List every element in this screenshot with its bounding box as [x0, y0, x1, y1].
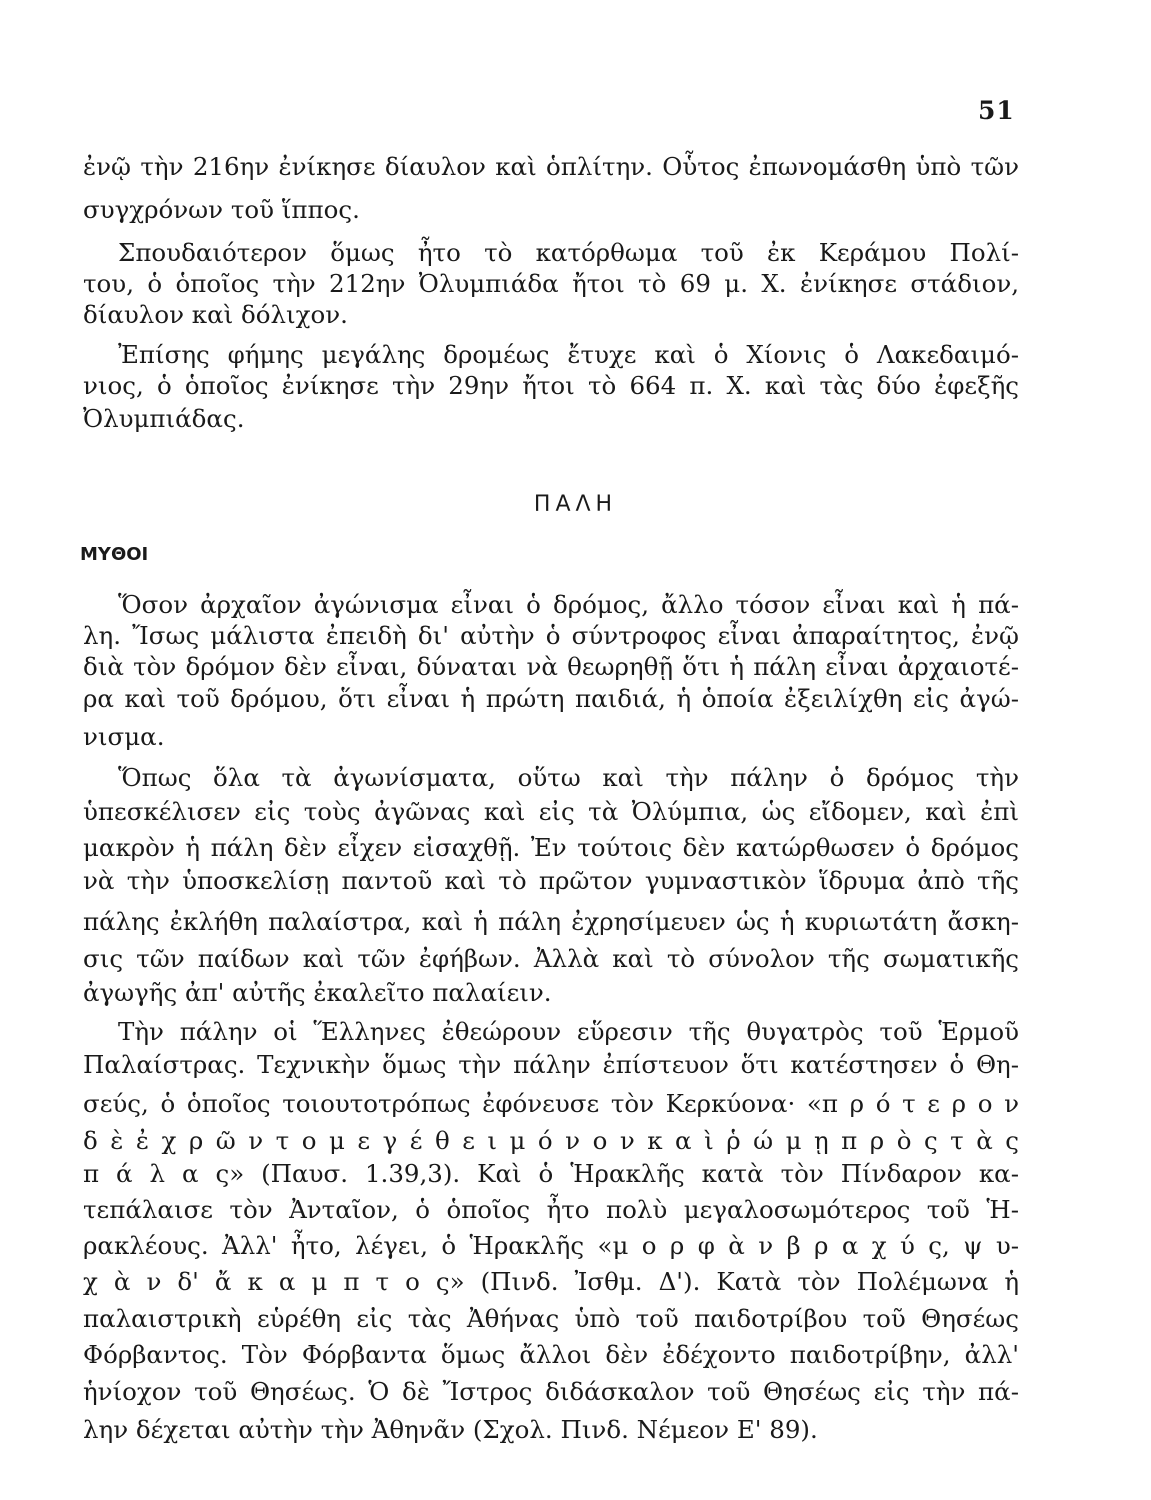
text-line: ἀγωγῆς ἀπ' αὐτῆς ἐκαλεῖτο παλαίειν. — [83, 978, 552, 1007]
section-title: ΠΑΛΗ — [533, 492, 618, 517]
page-number: 51 — [978, 96, 1015, 125]
text-line: νὰ τὴν ὑποσκελίσῃ παντοῦ καὶ τὸ πρῶτον γυμναστικὸν ἵδρυμα ἀπὸ τῆς — [83, 866, 1019, 895]
text-line: μακρὸν ἡ πάλη δὲν εἶχεν εἰσαχθῇ. Ἐν τούτοις δὲν κατώρθωσεν ὁ δρόμος — [83, 833, 1019, 862]
text-line: παλαιστρικὴ εὑρέθη εἰς τὰς Ἀθήνας ὑπὸ τοῦ παιδοτρίβου τοῦ Θησέως — [83, 1304, 1019, 1333]
text-line: ρακλέους. Ἀλλ' ἦτο, λέγει, ὁ Ἡρακλῆς «μ ο ρ φ ὰ ν β ρ α χ ύ ς, ψ υ- — [83, 1231, 1019, 1260]
text-line: Τὴν πάλην οἱ Ἕλληνες ἐθεώρουν εὕρεσιν τῆς θυγατρὸς τοῦ Ἑρμοῦ — [118, 1017, 1019, 1046]
text-line: ὑπεσκέλισεν εἰς τοὺς ἀγῶνας καὶ εἰς τὰ Ὀλύμπια, ὡς εἴδομεν, καὶ ἐπὶ — [83, 797, 1019, 826]
text-line: ρα καὶ τοῦ δρόμου, ὅτι εἶναι ἡ πρώτη παιδιά, ἡ ὁποία ἐξειλίχθη εἰς ἀγώ- — [83, 684, 1019, 713]
text-line: Παλαίστρας. Τεχνικὴν ὅμως τὴν πάλην ἐπίστευον ὅτι κατέστησεν ὁ Θη- — [83, 1050, 1019, 1079]
text-line: Ὀλυμπιάδας. — [83, 404, 245, 433]
text-line: σις τῶν παίδων καὶ τῶν ἐφήβων. Ἀλλὰ καὶ τὸ σύνολον τῆς σωματικῆς — [83, 944, 1019, 973]
text-line: διὰ τὸν δρόμον δὲν εἶναι, δύναται νὰ θεωρηθῇ ὅτι ἡ πάλη εἶναι ἀρχαιοτέ- — [83, 652, 1019, 681]
text-line: λη. Ἴσως μάλιστα ἐπειδὴ δι' αὐτὴν ὁ σύντροφος εἶναι ἀπαραίτητος, ἐνῷ — [83, 621, 1019, 650]
text-line: Ἐπίσης φήμης μεγάλης δρομέως ἔτυχε καὶ ὁ Χίονις ὁ Λακεδαιμό- — [118, 340, 1019, 369]
text-line: νισμα. — [83, 722, 165, 751]
text-line: π ά λ α ς» (Παυσ. 1.39,3). Καὶ ὁ Ἡρακλῆς κατὰ τὸν Πίνδαρον κα- — [83, 1159, 1019, 1188]
text-line: ἡνίοχον τοῦ Θησέως. Ὁ δὲ Ἴστρος διδάσκαλον τοῦ Θησέως εἰς τὴν πά- — [83, 1377, 1019, 1406]
text-line: λην δέχεται αὐτὴν τὴν Ἀθηνᾶν (Σχολ. Πινδ. Νέμεον Ε' 89). — [83, 1415, 818, 1444]
text-line: ἐνῷ τὴν 216ην ἐνίκησε δίαυλον καὶ ὁπλίτην. Οὗτος ἐπωνομάσθη ὑπὸ τῶν — [83, 152, 1019, 181]
text-line: τεπάλαισε τὸν Ἀνταῖον, ὁ ὁποῖος ἦτο πολὺ μεγαλοσωμότερος τοῦ Ἡ- — [83, 1195, 1019, 1224]
text-line: σεύς, ὁ ὁποῖος τοιουτοτρόπως ἐφόνευσε τὸν Κερκύονα· «π ρ ό τ ε ρ ο ν — [83, 1089, 1019, 1118]
text-line: συγχρόνων τοῦ ἵππος. — [83, 195, 360, 224]
text-line: δίαυλον καὶ δόλιχον. — [83, 300, 348, 329]
text-line: πάλης ἐκλήθη παλαίστρα, καὶ ἡ πάλη ἐχρησίμευεν ὡς ἡ κυριωτάτη ἄσκη- — [83, 907, 1019, 936]
text-line: δ ὲ ἐ χ ρ ῶ ν τ ο μ ε γ έ θ ε ι μ ό ν ο ν κ α ὶ ῥ ώ μ ῃ π ρ ὸ ς τ ὰ ς — [83, 1126, 1019, 1155]
text-line: νιος, ὁ ὁποῖος ἐνίκησε τὴν 29ην ἤτοι τὸ 664 π. Χ. καὶ τὰς δύο ἐφεξῆς — [83, 371, 1019, 400]
text-line: Ὅσον ἀρχαῖον ἀγώνισμα εἶναι ὁ δρόμος, ἄλλο τόσον εἶναι καὶ ἡ πά- — [118, 590, 1019, 619]
text-line: Σπουδαιότερον ὅμως ἦτο τὸ κατόρθωμα τοῦ ἐκ Κεράμου Πολί- — [118, 238, 1019, 267]
text-line: του, ὁ ὁποῖος τὴν 212ην Ὀλυμπιάδα ἤτοι τὸ 69 μ. Χ. ἐνίκησε στάδιον, — [83, 269, 1019, 298]
text-line: Φόρβαντος. Τὸν Φόρβαντα ὅμως ἄλλοι δὲν ἐδέχοντο παιδοτρίβην, ἀλλ' — [83, 1340, 1019, 1369]
text-line: χ ὰ ν δ' ἄ κ α μ π τ ο ς» (Πινδ. Ἰσθμ. Δ'). Κατὰ τὸν Πολέμωνα ἡ — [83, 1267, 1019, 1296]
subheading: ΜΥΘΟΙ — [80, 544, 149, 565]
text-line: Ὅπως ὅλα τὰ ἀγωνίσματα, οὕτω καὶ τὴν πάλην ὁ δρόμος τὴν — [118, 763, 1019, 792]
